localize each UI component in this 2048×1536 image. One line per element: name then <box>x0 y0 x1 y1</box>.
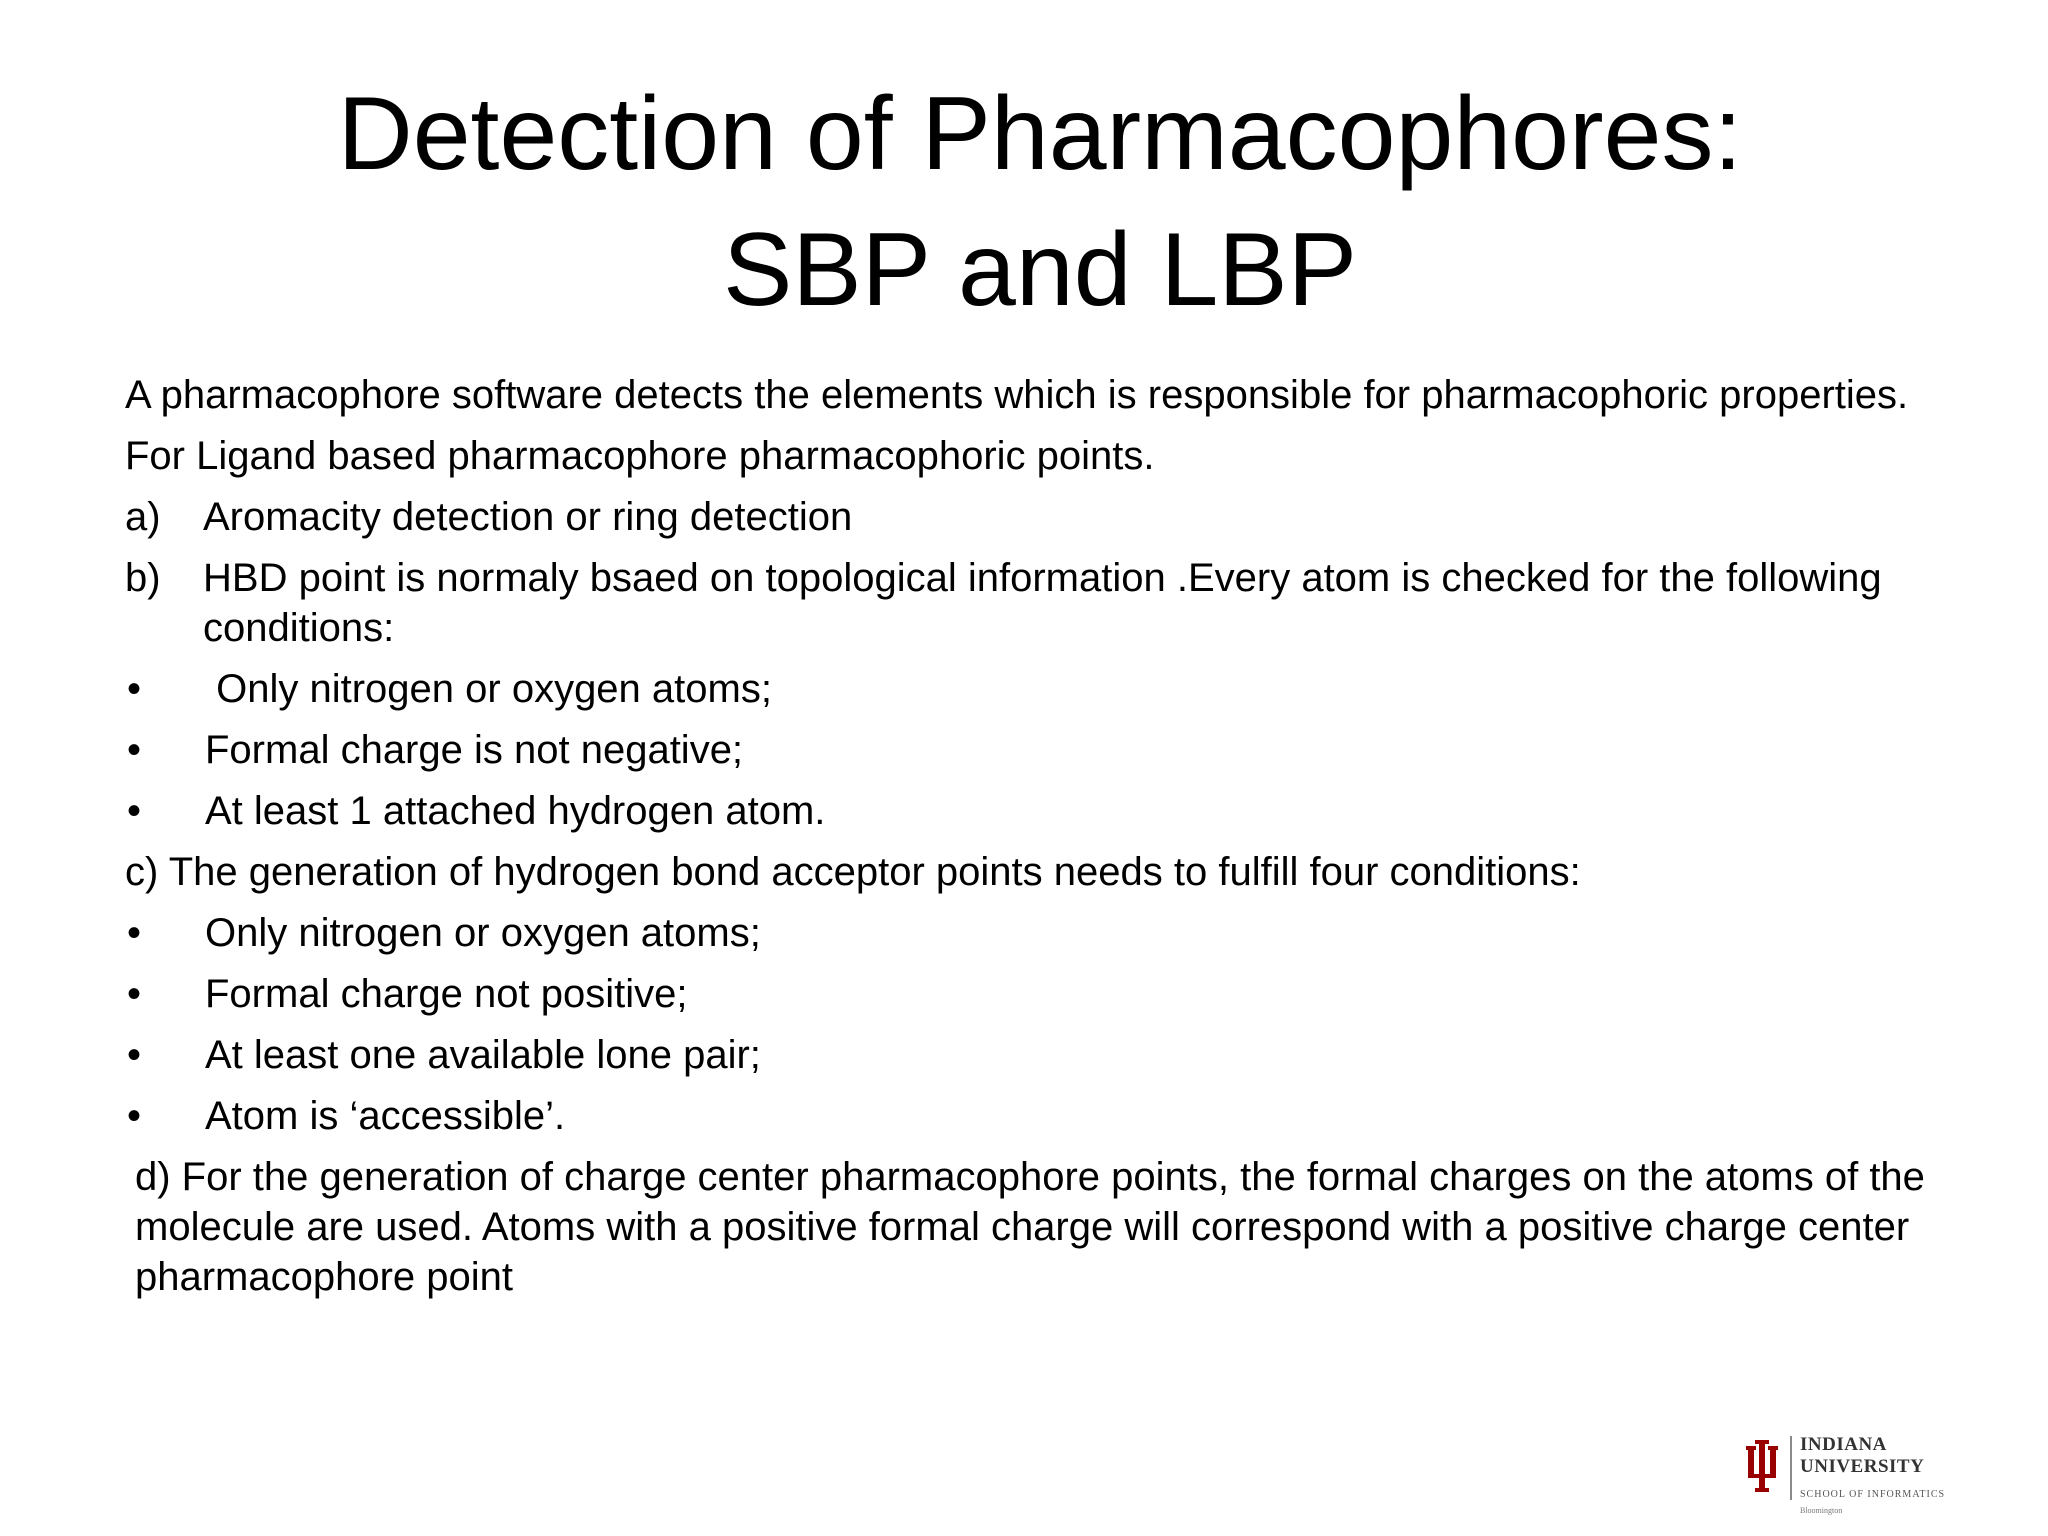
list-marker: a) <box>125 495 161 539</box>
logo-campus: Bloomington <box>1800 1506 1843 1515</box>
bullet-icon: • <box>127 728 142 772</box>
indiana-university-logo <box>1742 1432 2010 1515</box>
bullet-text: Atom is ‘accessible’. <box>205 1094 566 1138</box>
hbd-bullet <box>125 664 1945 714</box>
logo-divider <box>1790 1436 1792 1500</box>
slide-body <box>125 370 1945 1313</box>
hba-intro: c) The generation of hydrogen bond acceptor points needs to fulfill four conditions: <box>125 850 1581 894</box>
charge-center-paragraph: d) For the generation of charge center pharmacophore points, the formal charges on the atoms of the molecule are used. Atoms with a positive formal charge will correspond with a positive charge center pharmacophore point <box>135 1155 1925 1299</box>
hba-bullet <box>125 908 1945 958</box>
list-item-a <box>125 492 1945 542</box>
ligand-intro: For Ligand based pharmacophore pharmacophoric points. <box>125 434 1155 478</box>
bullet-text: Only nitrogen or oxygen atoms; <box>205 911 761 955</box>
trident-icon <box>1742 1440 1782 1496</box>
bullet-icon: • <box>127 667 142 711</box>
bullet-icon: • <box>127 911 142 955</box>
bullet-icon: • <box>127 789 142 833</box>
hba-bullet <box>125 1091 1945 1141</box>
hba-bullet <box>125 1030 1945 1080</box>
bullet-icon: • <box>127 1033 142 1077</box>
logo-school: SCHOOL OF INFORMATICS <box>1800 1489 1946 1500</box>
bullet-text: At least one available lone pair; <box>205 1033 761 1077</box>
title-line-2: SBP and LBP <box>722 212 1358 328</box>
bullet-text: Formal charge is not negative; <box>205 728 744 772</box>
logo-text <box>1800 1434 2010 1516</box>
logo-university: INDIANA UNIVERSITY <box>1800 1434 1925 1477</box>
list-item-b <box>125 553 1945 653</box>
title-line-1: Detection of Pharmacophores: <box>337 76 1743 192</box>
bullet-icon: • <box>127 1094 142 1138</box>
bullet-text: Only nitrogen or oxygen atoms; <box>205 667 772 711</box>
intro-paragraph: A pharmacophore software detects the elements which is responsible for pharmacophoric properties. <box>125 373 1909 417</box>
list-item-text: HBD point is normaly bsaed on topological information .Every atom is checked for the following conditions: <box>203 556 1882 650</box>
bullet-text: At least 1 attached hydrogen atom. <box>205 789 826 833</box>
hbd-bullet <box>125 786 1945 836</box>
hbd-bullet <box>125 725 1945 775</box>
slide-title <box>0 66 2048 338</box>
bullet-text: Formal charge not positive; <box>205 972 688 1016</box>
list-marker: b) <box>125 556 161 600</box>
list-item-text: Aromacity detection or ring detection <box>203 495 853 539</box>
bullet-icon: • <box>127 972 142 1016</box>
hba-bullet <box>125 969 1945 1019</box>
